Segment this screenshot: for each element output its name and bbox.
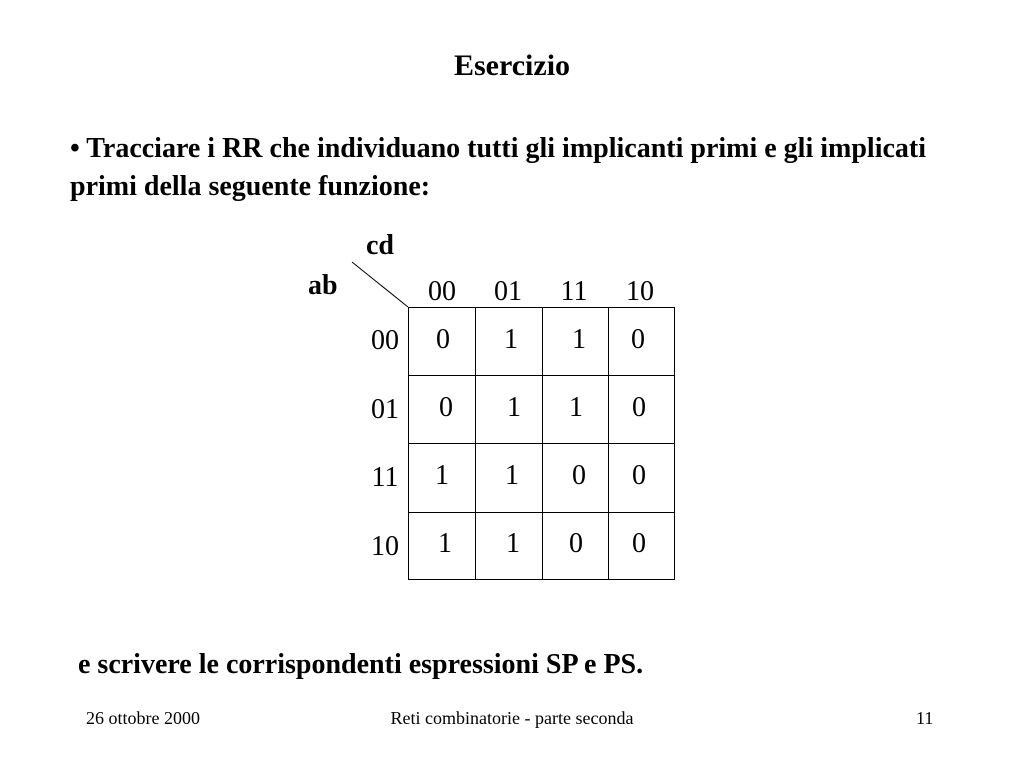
kmap-row-header: 11 bbox=[371, 462, 399, 493]
slide-title: Esercizio bbox=[453, 49, 571, 82]
kmap-grid-line bbox=[409, 512, 674, 513]
kmap-cell: 0 bbox=[572, 460, 586, 491]
kmap-cell: 1 bbox=[569, 392, 583, 423]
kmap-cell: 0 bbox=[436, 324, 450, 355]
footer-title: Reti combinatorie - parte seconda bbox=[390, 708, 634, 728]
kmap-col-header: 11 bbox=[560, 276, 588, 307]
footer-page-number: 11 bbox=[916, 708, 934, 728]
kmap-row-header: 10 bbox=[371, 531, 399, 562]
kmap-cell: 1 bbox=[504, 324, 518, 355]
kmap-cell: 1 bbox=[572, 324, 586, 355]
kmap-row-variable-label: ab bbox=[308, 270, 338, 301]
kmap-grid-line bbox=[409, 375, 674, 376]
kmap-cell: 0 bbox=[632, 392, 646, 423]
kmap-row-header: 01 bbox=[371, 394, 399, 425]
kmap-row-header: 00 bbox=[371, 325, 399, 356]
kmap-col-header: 01 bbox=[494, 276, 522, 307]
kmap-col-variable-label: cd bbox=[366, 230, 394, 261]
kmap-col-header: 10 bbox=[626, 276, 654, 307]
kmap-cell: 0 bbox=[631, 324, 645, 355]
kmap-cell: 0 bbox=[439, 392, 453, 423]
kmap-cell: 1 bbox=[505, 460, 519, 491]
kmap-col-header: 00 bbox=[428, 276, 456, 307]
kmap-corner-diagonal bbox=[352, 262, 412, 308]
kmap-cell: 0 bbox=[632, 528, 646, 559]
closing-instruction: e scrivere le corrispondenti espressioni SP e PS. bbox=[78, 649, 644, 680]
kmap-cell: 0 bbox=[569, 528, 583, 559]
kmap-cell: 1 bbox=[506, 528, 520, 559]
kmap-grid-line bbox=[409, 443, 674, 444]
kmap-cell: 1 bbox=[507, 392, 521, 423]
kmap-cell: 1 bbox=[438, 528, 452, 559]
kmap-cell: 1 bbox=[435, 460, 449, 491]
kmap-cell: 0 bbox=[632, 460, 646, 491]
footer-date: 26 ottobre 2000 bbox=[86, 708, 200, 728]
exercise-instruction: • Tracciare i RR che individuano tutti gli implicanti primi e gli implicati primi della seguente funzione: bbox=[70, 133, 927, 202]
